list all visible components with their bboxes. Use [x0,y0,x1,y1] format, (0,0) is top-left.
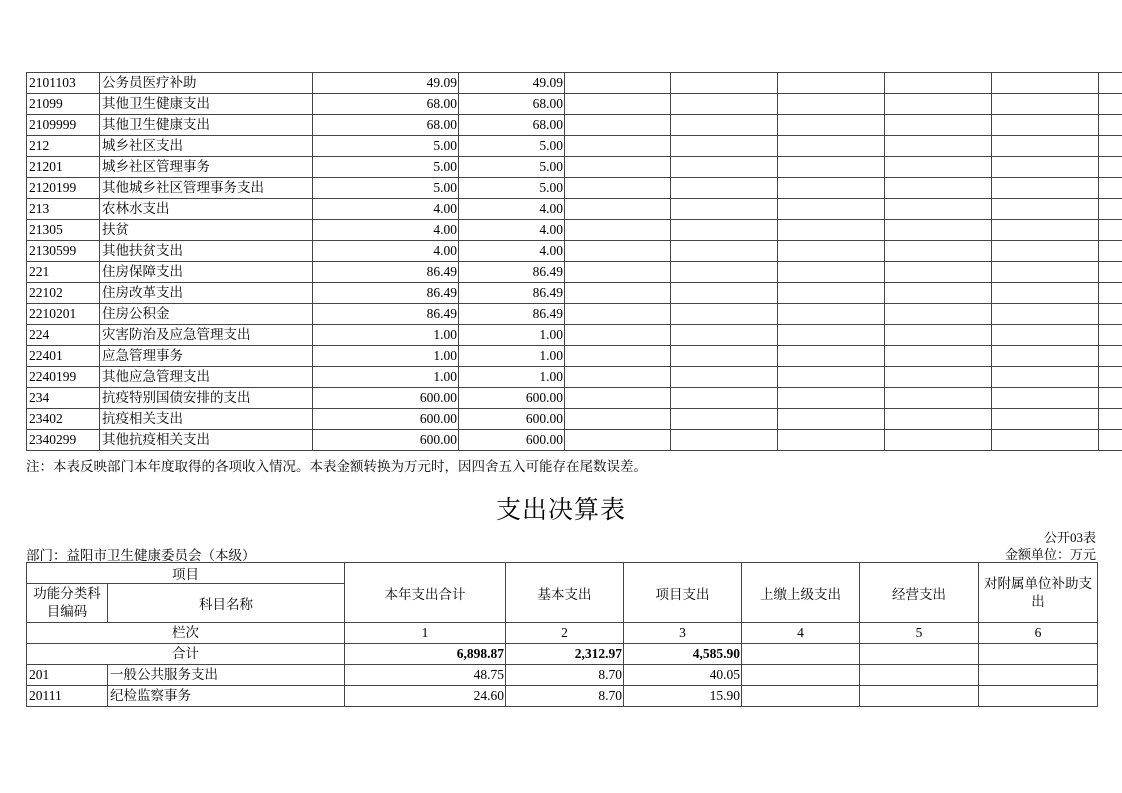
row-name: 扶贫 [100,220,313,241]
empty-cell [778,262,885,283]
empty-cell [565,367,671,388]
header-subsidy: 对附属单位补助支出 [979,563,1098,623]
table-row [27,430,1122,451]
row-name: 其他卫生健康支出 [100,115,313,136]
row-code: 2210201 [27,304,100,325]
empty-cell [671,157,778,178]
table-row [27,136,1122,157]
department-label: 部门：益阳市卫生健康委员会（本级） [26,548,256,563]
header-project-exp: 项目支出 [624,563,742,623]
empty-cell [992,94,1099,115]
table-row [27,199,1122,220]
empty-cell [671,241,778,262]
row-code: 2240199 [27,367,100,388]
empty-cell [1099,199,1122,220]
row-name: 其他应急管理支出 [100,367,313,388]
row-basic: 8.70 [506,686,624,707]
row-value: 4.00 [459,241,565,262]
empty-cell [992,346,1099,367]
lanci-label: 栏次 [27,623,345,644]
empty-cell [565,199,671,220]
empty-cell [1099,304,1122,325]
empty-cell [1099,178,1122,199]
row-name: 其他扶贫支出 [100,241,313,262]
total-basic: 2,312.97 [506,644,624,665]
empty-cell [1099,388,1122,409]
empty-cell [1099,367,1122,388]
empty-cell [992,367,1099,388]
empty-cell [778,346,885,367]
row-total: 4.00 [313,220,459,241]
row-name: 其他卫生健康支出 [100,94,313,115]
empty-cell [565,262,671,283]
row-total: 5.00 [313,157,459,178]
empty-cell [885,409,992,430]
empty-cell [671,430,778,451]
row-total: 600.00 [313,388,459,409]
empty-cell [992,409,1099,430]
row-name: 农林水支出 [100,199,313,220]
empty-cell [778,73,885,94]
row-value: 68.00 [459,115,565,136]
empty-cell [778,178,885,199]
empty-cell [992,220,1099,241]
table-row [27,220,1122,241]
total-business [860,644,979,665]
header-basic: 基本支出 [506,563,624,623]
row-total: 4.00 [313,199,459,220]
row-total: 68.00 [313,94,459,115]
empty-cell [671,199,778,220]
empty-cell [1099,346,1122,367]
empty-cell [885,430,992,451]
empty-cell [778,325,885,346]
empty-cell [992,136,1099,157]
empty-cell [1099,283,1122,304]
empty-cell [565,157,671,178]
empty-cell [1099,157,1122,178]
row-total: 48.75 [345,665,506,686]
empty-cell [885,178,992,199]
empty-cell [885,115,992,136]
row-total: 5.00 [313,178,459,199]
empty-cell [778,220,885,241]
lanci-cell: 4 [742,623,860,644]
empty-cell [778,199,885,220]
row-code: 2109999 [27,115,100,136]
table-row [27,346,1122,367]
empty-cell [1099,115,1122,136]
row-value: 1.00 [459,367,565,388]
empty-cell [671,367,778,388]
empty-cell [565,325,671,346]
row-value: 4.00 [459,199,565,220]
empty-cell [671,136,778,157]
empty-cell [992,115,1099,136]
row-total: 1.00 [313,325,459,346]
empty-cell [565,115,671,136]
empty-cell [778,157,885,178]
row-name: 灾害防治及应急管理支出 [100,325,313,346]
row-value: 68.00 [459,94,565,115]
empty-cell [778,367,885,388]
empty-cell [565,304,671,325]
row-total: 24.60 [345,686,506,707]
empty-cell [671,388,778,409]
empty-cell [565,430,671,451]
row-value: 600.00 [459,409,565,430]
row-code: 20111 [27,686,108,707]
table-row [27,73,1122,94]
row-total: 1.00 [313,367,459,388]
empty-cell [671,94,778,115]
row-total: 4.00 [313,241,459,262]
empty-cell [778,388,885,409]
empty-cell [565,73,671,94]
empty-cell [992,241,1099,262]
empty-cell [671,304,778,325]
lanci-cell: 5 [860,623,979,644]
row-business [860,665,979,686]
row-value: 4.00 [459,220,565,241]
row-value: 1.00 [459,346,565,367]
row-name: 住房保障支出 [100,262,313,283]
row-code: 22401 [27,346,100,367]
row-project: 40.05 [624,665,742,686]
total-label: 合计 [27,644,345,665]
expenditure-table [26,562,1098,707]
row-code: 2130599 [27,241,100,262]
row-code: 21099 [27,94,100,115]
empty-cell [1099,241,1122,262]
empty-cell [885,73,992,94]
empty-cell [1099,325,1122,346]
table-row [27,157,1122,178]
row-value: 49.09 [459,73,565,94]
table-row [27,94,1122,115]
empty-cell [1099,136,1122,157]
row-code: 2101103 [27,73,100,94]
table-row [27,409,1122,430]
row-name: 应急管理事务 [100,346,313,367]
empty-cell [992,304,1099,325]
empty-cell [1099,73,1122,94]
lanci-cell: 1 [345,623,506,644]
total-project: 4,585.90 [624,644,742,665]
empty-cell [885,367,992,388]
empty-cell [778,241,885,262]
row-code: 201 [27,665,108,686]
header-business: 经营支出 [860,563,979,623]
empty-cell [885,325,992,346]
row-code: 213 [27,199,100,220]
empty-cell [671,283,778,304]
empty-cell [565,136,671,157]
row-total: 86.49 [313,283,459,304]
empty-cell [671,325,778,346]
row-name: 抗疫特别国债安排的支出 [100,388,313,409]
row-value: 5.00 [459,157,565,178]
row-value: 600.00 [459,430,565,451]
empty-cell [992,283,1099,304]
row-code: 221 [27,262,100,283]
total-amount: 6,898.87 [345,644,506,665]
empty-cell [885,388,992,409]
row-subsidy [979,665,1098,686]
empty-cell [885,157,992,178]
empty-cell [992,325,1099,346]
table-row [27,262,1122,283]
empty-cell [565,178,671,199]
row-code: 22102 [27,283,100,304]
table-row [27,241,1122,262]
empty-cell [992,262,1099,283]
empty-cell [1099,220,1122,241]
empty-cell [1099,430,1122,451]
empty-cell [778,430,885,451]
empty-cell [778,283,885,304]
empty-cell [1099,262,1122,283]
row-value: 5.00 [459,178,565,199]
total-subsidy [979,644,1098,665]
empty-cell [885,94,992,115]
empty-cell [992,157,1099,178]
header-name: 科目名称 [108,584,345,623]
empty-cell [565,283,671,304]
empty-cell [885,136,992,157]
row-total: 86.49 [313,304,459,325]
empty-cell [992,388,1099,409]
empty-cell [565,94,671,115]
row-code: 21305 [27,220,100,241]
empty-cell [885,262,992,283]
row-total: 600.00 [313,409,459,430]
empty-cell [885,346,992,367]
empty-cell [885,241,992,262]
table-note: 注：本表反映部门本年度取得的各项收入情况。本表金额转换为万元时，因四舍五入可能存在尾数误差。 [26,459,647,474]
row-upper [742,686,860,707]
empty-cell [885,304,992,325]
empty-cell [565,346,671,367]
page-title: 支出决算表 [495,495,626,524]
empty-cell [671,115,778,136]
empty-cell [671,220,778,241]
row-name: 住房公积金 [100,304,313,325]
row-name: 其他抗疫相关支出 [100,430,313,451]
row-code: 224 [27,325,100,346]
empty-cell [671,178,778,199]
row-value: 86.49 [459,262,565,283]
empty-cell [565,388,671,409]
lanci-cell: 2 [506,623,624,644]
empty-cell [1099,409,1122,430]
row-code: 234 [27,388,100,409]
income-continuation-table [26,72,1122,451]
empty-cell [778,115,885,136]
row-value: 5.00 [459,136,565,157]
empty-cell [671,262,778,283]
row-name: 住房改革支出 [100,283,313,304]
table-row [27,367,1122,388]
empty-cell [992,430,1099,451]
row-code: 2120199 [27,178,100,199]
table-row [27,178,1122,199]
row-value: 86.49 [459,283,565,304]
empty-cell [778,409,885,430]
row-name: 抗疫相关支出 [100,409,313,430]
row-value: 1.00 [459,325,565,346]
row-value: 600.00 [459,388,565,409]
row-code: 21201 [27,157,100,178]
row-total: 5.00 [313,136,459,157]
empty-cell [671,346,778,367]
lanci-cell: 3 [624,623,742,644]
empty-cell [565,220,671,241]
empty-cell [885,220,992,241]
row-total: 1.00 [313,346,459,367]
row-code: 212 [27,136,100,157]
row-total: 68.00 [313,115,459,136]
table-row [27,304,1122,325]
table-row [27,325,1122,346]
form-code: 公开03表 [1043,530,1096,545]
total-upper [742,644,860,665]
row-basic: 8.70 [506,665,624,686]
row-name: 其他城乡社区管理事务支出 [100,178,313,199]
row-code: 2340299 [27,430,100,451]
empty-cell [778,136,885,157]
empty-cell [1099,94,1122,115]
empty-cell [778,304,885,325]
lanci-cell: 6 [979,623,1098,644]
empty-cell [885,283,992,304]
row-total: 49.09 [313,73,459,94]
empty-cell [565,241,671,262]
row-code: 23402 [27,409,100,430]
amount-unit-label: 金额单位：万元 [1004,547,1096,562]
row-name: 纪检监察事务 [108,686,345,707]
row-total: 600.00 [313,430,459,451]
row-name: 城乡社区支出 [100,136,313,157]
header-upper: 上缴上级支出 [742,563,860,623]
table-row [27,388,1122,409]
row-name: 公务员医疗补助 [100,73,313,94]
empty-cell [992,199,1099,220]
header-project: 项目 [27,563,345,584]
row-name: 一般公共服务支出 [108,665,345,686]
row-project: 15.90 [624,686,742,707]
row-value: 86.49 [459,304,565,325]
empty-cell [671,409,778,430]
empty-cell [992,73,1099,94]
empty-cell [992,178,1099,199]
table-row [27,115,1122,136]
row-total: 86.49 [313,262,459,283]
header-total: 本年支出合计 [345,563,506,623]
empty-cell [778,94,885,115]
empty-cell [565,409,671,430]
empty-cell [671,73,778,94]
table-row [27,283,1122,304]
empty-cell [885,199,992,220]
row-name: 城乡社区管理事务 [100,157,313,178]
row-business [860,686,979,707]
row-subsidy [979,686,1098,707]
header-code: 功能分类科目编码 [27,584,108,623]
row-upper [742,665,860,686]
